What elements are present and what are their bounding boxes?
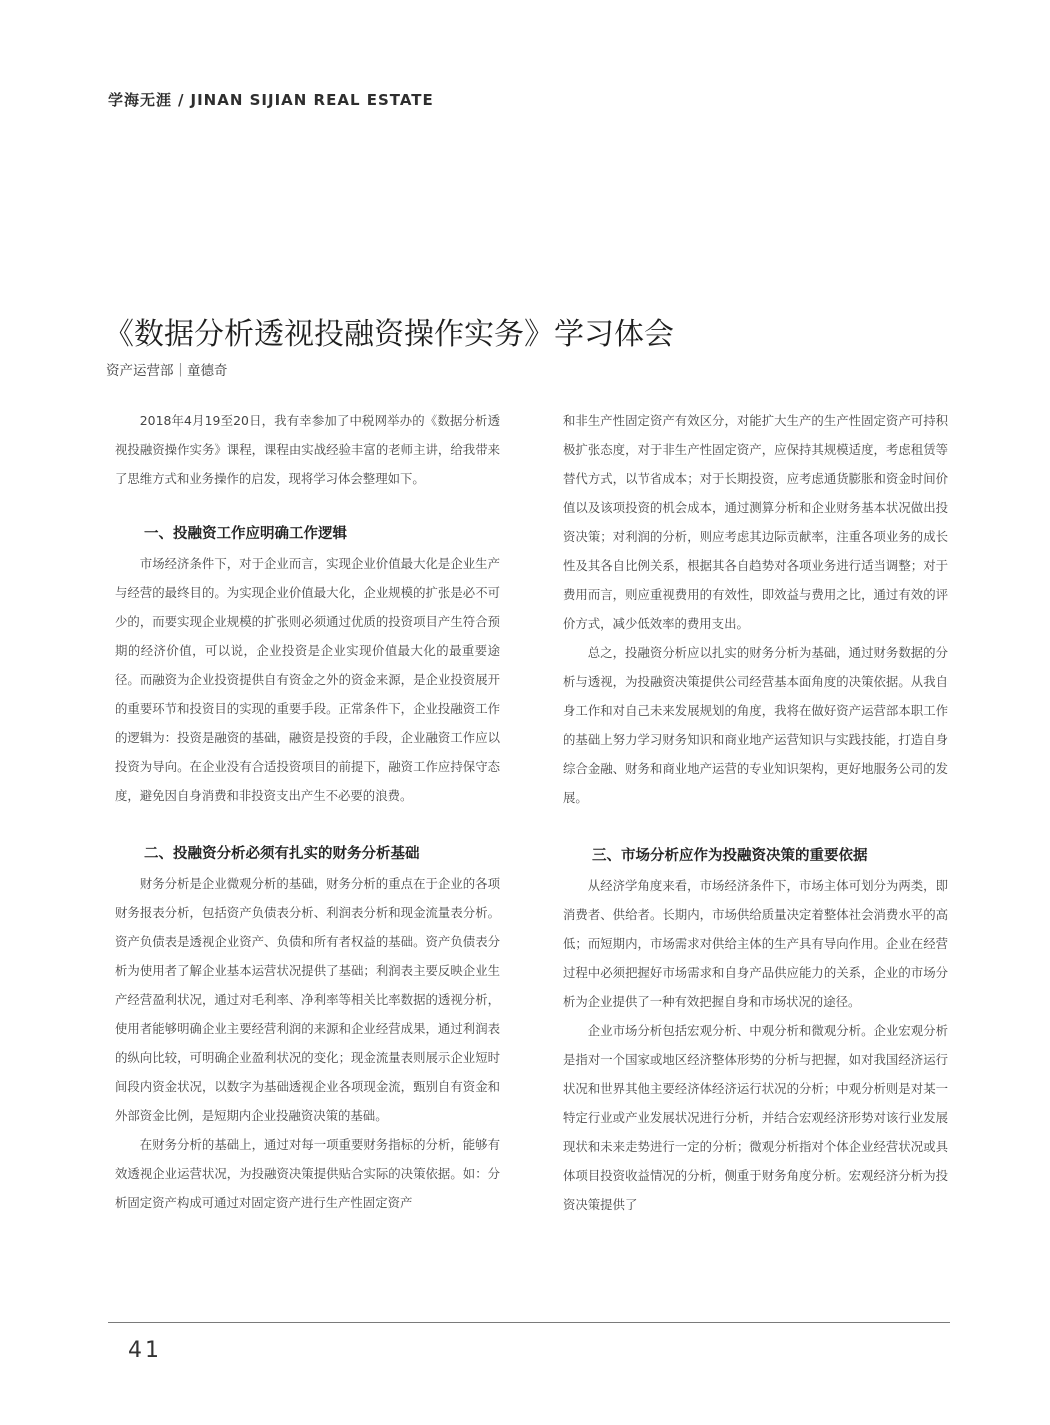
running-header [108, 89, 434, 110]
section2-heading: 二、投融资分析必须有扎实的财务分析基础 [144, 846, 420, 862]
section1-paragraph: 市场经济条件下，对于企业而言，实现企业价值最大化是企业生产与经营的最终目的。为实现企业价值最大化，企业规模的扩张是必不可少的，而要实现企业规模的扩张则必须通过优质的投资项目产生符合预期的经济价值，可以说，企业投资是企业实现价值最大化的最重要途径。而融资为企业投资提供自有资金之外的资金来源，是企业投资展开的重要环节和投资目的实现的重要手段。正常条件下，企业投融资工作的逻辑为：投资是融资的基础，融资是投资的手段，企业融资工作应以投资为导向。在企业没有合适投资项目的前提下，融资工作应持保守态度，避免因自身消费和非投资支出产生不必要的浪费。 [115, 556, 500, 803]
section2-paragraph-2: 在财务分析的基础上，通过对每一项重要财务指标的分析，能够有效透视企业运营状况，为投融资决策提供贴合实际的决策依据。如：分析固定资产构成可通过对固定资产进行生产性固定资产 [115, 1137, 500, 1210]
left-column [115, 406, 500, 1217]
article-title: 《数据分析透视投融资操作实务》学习体会 [104, 317, 674, 352]
continued-paragraph: 和非生产性固定资产有效区分，对能扩大生产的生产性固定资产可持积极扩张态度，对于非生产性固定资产，应保持其规模适度，考虑租赁等替代方式，以节省成本；对于长期投资，应考虑通货膨胀和资金时间价值以及该项投资的机会成本，通过测算分析和企业财务基本状况做出投资决策；对利润的分析，则应考虑其边际贡献率，注重各项业务的成长性及其各自比例关系，根据其各自趋势对各项业务进行适当调整；对于费用而言，则应重视费用的有效性，即效益与费用之比，通过有效的评价方式，减少低效率的费用支出。 [563, 413, 948, 631]
header-section: 学海无涯 [108, 91, 173, 109]
article-byline: 资产运营部｜童德奇 [106, 363, 228, 379]
section1-heading: 一、投融资工作应明确工作逻辑 [144, 526, 347, 542]
header-separator: / [178, 91, 185, 109]
section2-paragraph-1: 财务分析是企业微观分析的基础，财务分析的重点在于企业的各项财务报表分析，包括资产负债表分析、利润表分析和现金流量表分析。资产负债表是透视企业资产、负债和所有者权益的基础。资产负债表分析为使用者了解企业基本运营状况提供了基础；利润表主要反映企业生产经营盈利状况，通过对毛利率、净利率等相关比率数据的透视分析，使用者能够明确企业主要经营利润的来源和企业经营成果，通过利润表的纵向比较，可明确企业盈利状况的变化；现金流量表则展示企业短时间段内资金状况，以数字为基础透视企业各项现金流，甄别自有资金和外部资金比例，是短期内企业投融资决策的基础。 [115, 876, 500, 1123]
section3-heading: 三、市场分析应作为投融资决策的重要依据 [592, 848, 868, 864]
right-column [563, 406, 948, 1219]
page-number: 41 [128, 1338, 162, 1363]
header-publication: JINAN SIJIAN REAL ESTATE [190, 91, 434, 109]
section3-paragraph-1: 从经济学角度来看，市场经济条件下，市场主体可划分为两类，即消费者、供给者。长期内，市场供给质量决定着整体社会消费水平的高低；而短期内，市场需求对供给主体的生产具有导向作用。企业在经营过程中必须把握好市场需求和自身产品供应能力的关系，企业的市场分析为企业提供了一种有效把握自身和市场状况的途径。 [563, 878, 948, 1009]
intro-paragraph: 2018年4月19至20日，我有幸参加了中税网举办的《数据分析透视投融资操作实务》课程，课程由实战经验丰富的老师主讲，给我带来了思维方式和业务操作的启发，现将学习体会整理如下。 [115, 413, 500, 486]
summary-paragraph: 总之，投融资分析应以扎实的财务分析为基础，通过财务数据的分析与透视，为投融资决策提供公司经营基本面角度的决策依据。从我自身工作和对自己未来发展规划的角度，我将在做好资产运营部本职工作的基础上努力学习财务知识和商业地产运营知识与实践技能，打造自身综合金融、财务和商业地产运营的专业知识架构，更好地服务公司的发展。 [563, 645, 948, 805]
footer-rule [108, 1322, 950, 1323]
section3-paragraph-2: 企业市场分析包括宏观分析、中观分析和微观分析。企业宏观分析是指对一个国家或地区经济整体形势的分析与把握，如对我国经济运行状况和世界其他主要经济体经济运行状况的分析；中观分析则是对某一特定行业或产业发展状况进行分析，并结合宏观经济形势对该行业发展现状和未来走势进行一定的分析；微观分析指对个体企业经营状况或具体项目投资收益情况的分析，侧重于财务角度分析。宏观经济分析为投资决策提供了 [563, 1023, 948, 1212]
